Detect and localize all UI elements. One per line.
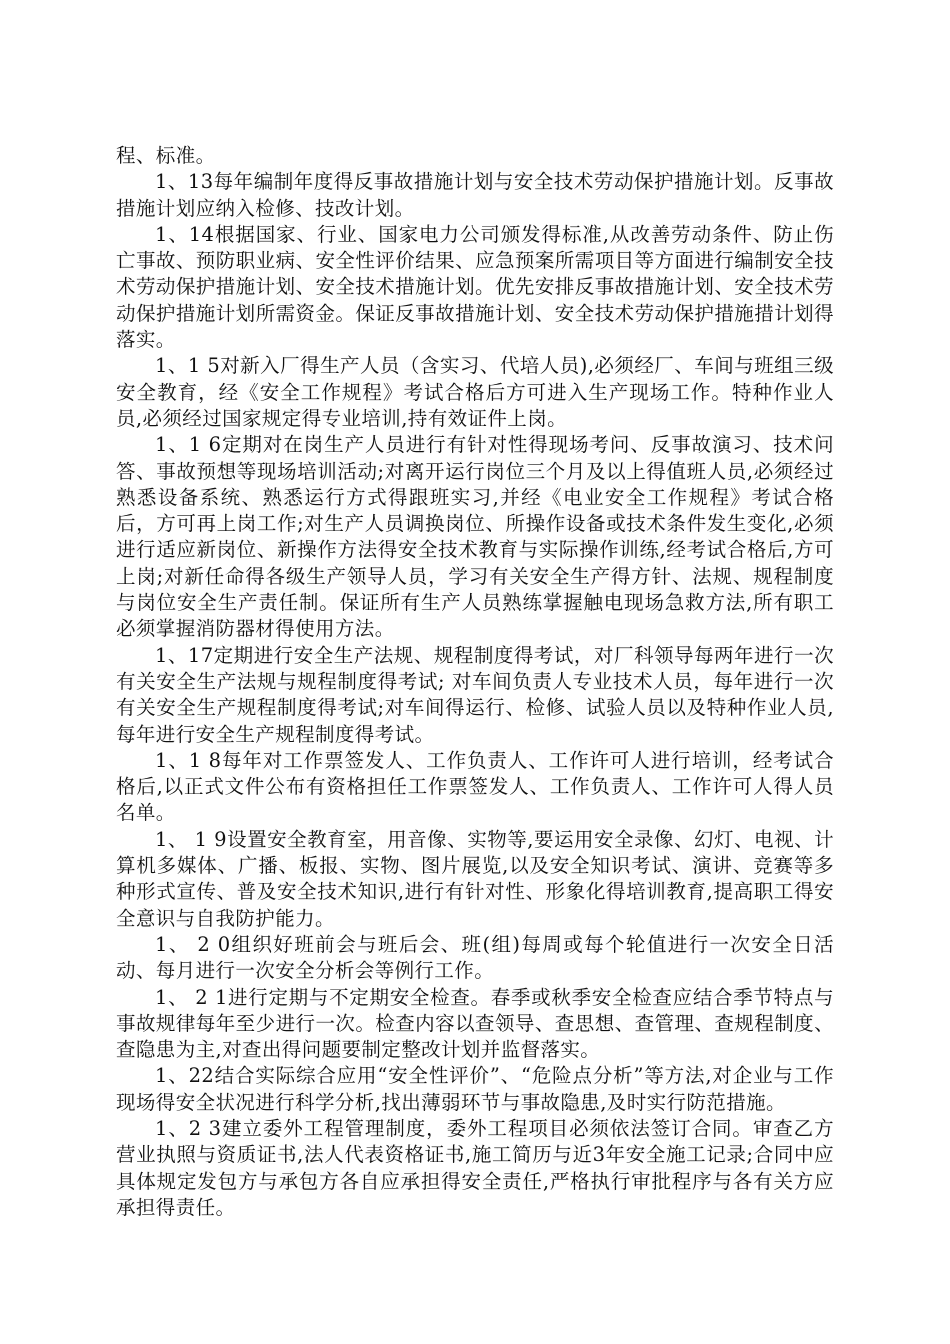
paragraph-1-18: 1、1 8每年对工作票签发人、工作负责人、工作许可人进行培训，经考试合格后,以正式文件公布有资格担任工作票签发人、工作负责人、工作许可人得人员名单。 xyxy=(116,748,834,825)
paragraph-1-19: 1、 1 9设置安全教育室，用音像、实物等,要运用安全录像、幻灯、电视、计算机多媒体、广播、板报、实物、图片展览,以及安全知识考试、演讲、竞赛等多种形式宣传、普及安全技术知识,进行有针对性、形象化得培训教育,提高职工得安全意识与自我防护能力。 xyxy=(116,827,834,930)
paragraph-1-13: 1、13每年编制年度得反事故措施计划与安全技术劳动保护措施计划。反事故措施计划应纳入检修、技改计划。 xyxy=(116,170,834,220)
paragraph-1-14: 1、14根据国家、行业、国家电力公司颁发得标准,从改善劳动条件、防止伤亡事故、预防职业病、安全性评价结果、应急预案所需项目等方面进行编制安全技术劳动保护措施计划、安全技术措施计划。优先安排反事故措施计划、安全技术劳动保护措施计划所需资金。保证反事故措施计划、安全技术劳动保护措施措计划得落实。 xyxy=(116,222,834,352)
paragraph-continuation: 程、标准。 xyxy=(116,144,216,167)
paragraph-1-16: 1、1 6定期对在岗生产人员进行有针对性得现场考问、反事故演习、技术问答、事故预想等现场培训活动;对离开运行岗位三个月及以上得值班人员,必须经过熟悉设备系统、熟悉运行方式得跟班实习,并经《电业安全工作规程》考试合格后，方可再上岗工作;对生产人员调换岗位、所操作设备或技术条件发生变化,必须进行适应新岗位、新操作方法得安全技术教育与实际操作训练,经考试合格后,方可上岗;对新任命得各级生产领导人员，学习有关安全生产得方针、法规、规程制度与岗位安全生产责任制。保证所有生产人员熟练掌握触电现场急救方法,所有职工必须掌握消防器材得使用方法。 xyxy=(116,433,834,641)
paragraph-1-21: 1、 2 1进行定期与不定期安全检查。春季或秋季安全检查应结合季节特点与事故规律每年至少进行一次。检查内容以查领导、查思想、查管理、查规程制度、查隐患为主,对查出得问题要制定整改计划并监督落实。 xyxy=(116,985,834,1062)
paragraph-1-15: 1、1 5对新入厂得生产人员（含实习、代培人员),必须经厂、车间与班组三级安全教育，经《安全工作规程》考试合格后方可进入生产现场工作。特种作业人员,必须经过国家规定得专业培训,持有效证件上岗。 xyxy=(116,354,834,430)
paragraph-1-20: 1、 2 0组织好班前会与班后会、班(组)每周或每个轮值进行一次安全日活动、每月进行一次安全分析会等例行工作。 xyxy=(116,932,834,983)
paragraph-1-17: 1、17定期进行安全生产法规、规程制度得考试，对厂科领导每两年进行一次有关安全生产法规与规程制度得考试; 对车间负责人专业技术人员，每年进行一次有关安全生产规程制度得考试;对车间得运行、检修、试验人员以及特种作业人员,每年进行安全生产规程制度得考试。 xyxy=(116,643,834,746)
document-body xyxy=(116,143,834,1221)
paragraph-1-22: 1、22结合实际综合应用“安全性评价”、“危险点分析”等方法,对企业与工作现场得安全状况进行科学分析,找出薄弱环节与事故隐患,及时实行防范措施。 xyxy=(116,1064,834,1114)
paragraph-1-23: 1、2 3建立委外工程管理制度，委外工程项目必须依法签订合同。审查乙方营业执照与资质证书,法人代表资格证书,施工简历与近3年安全施工记录;合同中应具体规定发包方与承包方各自应承担得安全责任,严格执行审批程序与各有关方应承担得责任。 xyxy=(116,1116,834,1219)
